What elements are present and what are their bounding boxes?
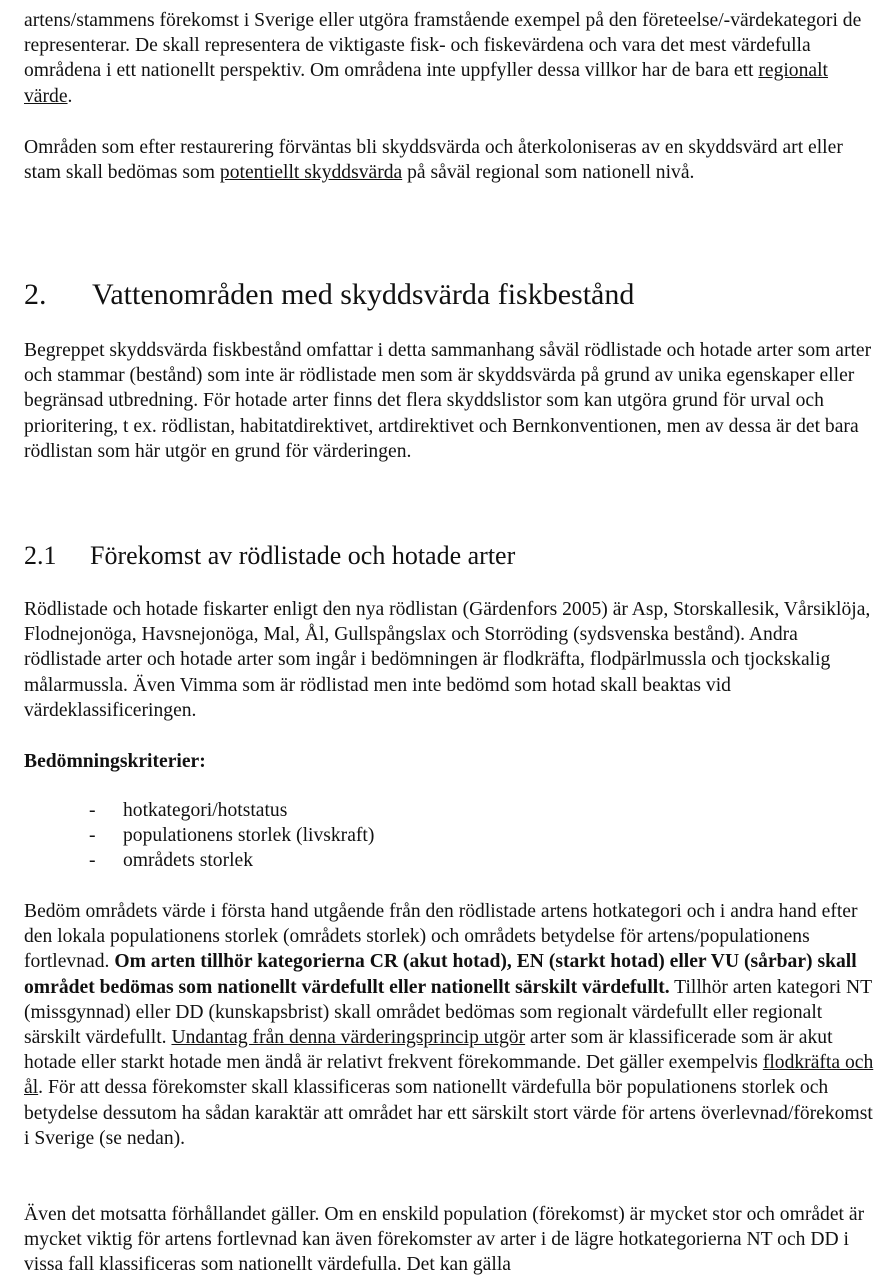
- national-value-rule: Om arten tillhör kategorierna CR (akut hotad), EN (starkt hotad) eller VU (sårbar) skall området bedömas som nationellt värdefullt eller nationellt särskilt värdefullt.: [24, 951, 857, 998]
- section-2-1-heading: [24, 540, 515, 572]
- section-2-1-number: 2.1: [24, 541, 57, 570]
- dash-bullet: -: [89, 800, 96, 821]
- regional-value-term: regionalt värde: [24, 60, 828, 107]
- section-2-title: Vattenområden med skyddsvärda fiskbestånd: [92, 278, 635, 311]
- section-2-1-title: Förekomst av rödlistade och hotade arter: [90, 541, 516, 570]
- dash-bullet: -: [89, 825, 96, 847]
- intro-paragraph-1: artens/stammens förekomst i Sverige eller utgöra framstående exempel på den företeelse/-värdekategori de representerar. De skall representera de viktigaste fisk- och fiskevärdena och vara det mest värdefulla områdena i ett nationellt perspektiv. Om områdena inte uppfyller dessa villkor har de bara ett regionalt värde.: [24, 10, 862, 107]
- section-2-number: 2.: [24, 278, 47, 311]
- criteria-item: - områdets storlek: [24, 848, 374, 873]
- section-2-1-paragraph-2: Bedöm områdets värde i första hand utgående från den rödlistade artens hotkategori och i andra hand efter den lokala populationens storlek (områdets storlek) och områdets betydelse för artens/populationens fortlevnad. Om arten tillhör kategorierna CR (akut hotad), EN (starkt hotad) eller VU (sårbar) skall området bedömas som nationellt värdefullt eller nationellt särskilt värdefullt. Tillhör arten kategori NT (missgynnad) eller DD (kunskapsbrist) skall området bedömas som regionalt värdefullt eller regionalt särskilt värdefullt. Undantag från denna värderingsprincip utgör arter som är klassificerade som är akut hotade eller starkt hotade men ändå är relativt frekvent förekommande. Det gäller exempelvis flodkräfta och ål. För att dessa förekomster skall klassificeras som nationellt värdefulla bör populationens storlek och betydelse dessutom ha sådan karaktär att området har ett särskilt stort värde för artens överlevnad/förekomst i Sverige (se nedan).: [24, 901, 874, 1149]
- intro-paragraph-2: Områden som efter restaurering förväntas bli skyddsvärda och återkoloniseras av en skyddsvärd art eller stam skall bedömas som potentiellt skyddsvärda på såväl regional som nationell nivå.: [24, 137, 843, 184]
- section-2-1-paragraph-1: Rödlistade och hotade fiskarter enligt den nya rödlistan (Gärdenfors 2005) är Asp, Storskallesik, Vårsiklöja, Flodnejonöga, Havsnejonöga, Mal, Ål, Gullspångslax och Storröding (sydsvenska bestånd). Andra rödlistade arter och hotade arter som ingår i bedömningen är flodkräfta, flodpärlmussla och tjockskalig målarmussla. Även Vimma som är rödlistad men inte bedömd som hotad skall beaktas vid värdeklassificeringen.: [24, 599, 871, 721]
- example-species-term: flodkräfta och ål: [24, 1052, 874, 1099]
- section-2-paragraph: Begreppet skyddsvärda fiskbestånd omfattar i detta sammanhang såväl rödlistade och hotade arter som arter och stammar (bestånd) som inte är rödlistade men som är skyddsvärda på grund av unika egenskaper eller begränsad utbredning. För hotade arter finns det flera skyddslistor som kan utgöra grund för urval och prioritering, t ex. rödlistan, habitatdirektivet, artdirektivet och Bernkonventionen, men av dessa är det bara rödlistan som här utgör en grund för värderingen.: [24, 340, 872, 462]
- criteria-item: - populationens storlek (livskraft): [24, 823, 374, 848]
- criteria-list: [24, 798, 374, 874]
- criteria-label: Bedömningskriterier:: [24, 751, 206, 772]
- section-2-heading: [24, 277, 634, 313]
- section-2-1-paragraph-3: Även det motsatta förhållandet gäller. Om en enskild population (förekomst) är mycket stor och området är mycket viktig för artens fortlevnad kan även förekomster av arter i de lägre hotkategorierna NT och DD i vissa fall klassificeras som nationellt värdefulla. Det kan gälla: [24, 1204, 865, 1276]
- exception-term: Undantag från denna värderingsprincip utgör: [171, 1027, 526, 1049]
- criteria-item: - hotkategori/hotstatus: [24, 798, 374, 823]
- potential-protection-term: potentiellt skyddsvärda: [219, 162, 403, 184]
- dash-bullet: -: [89, 850, 96, 872]
